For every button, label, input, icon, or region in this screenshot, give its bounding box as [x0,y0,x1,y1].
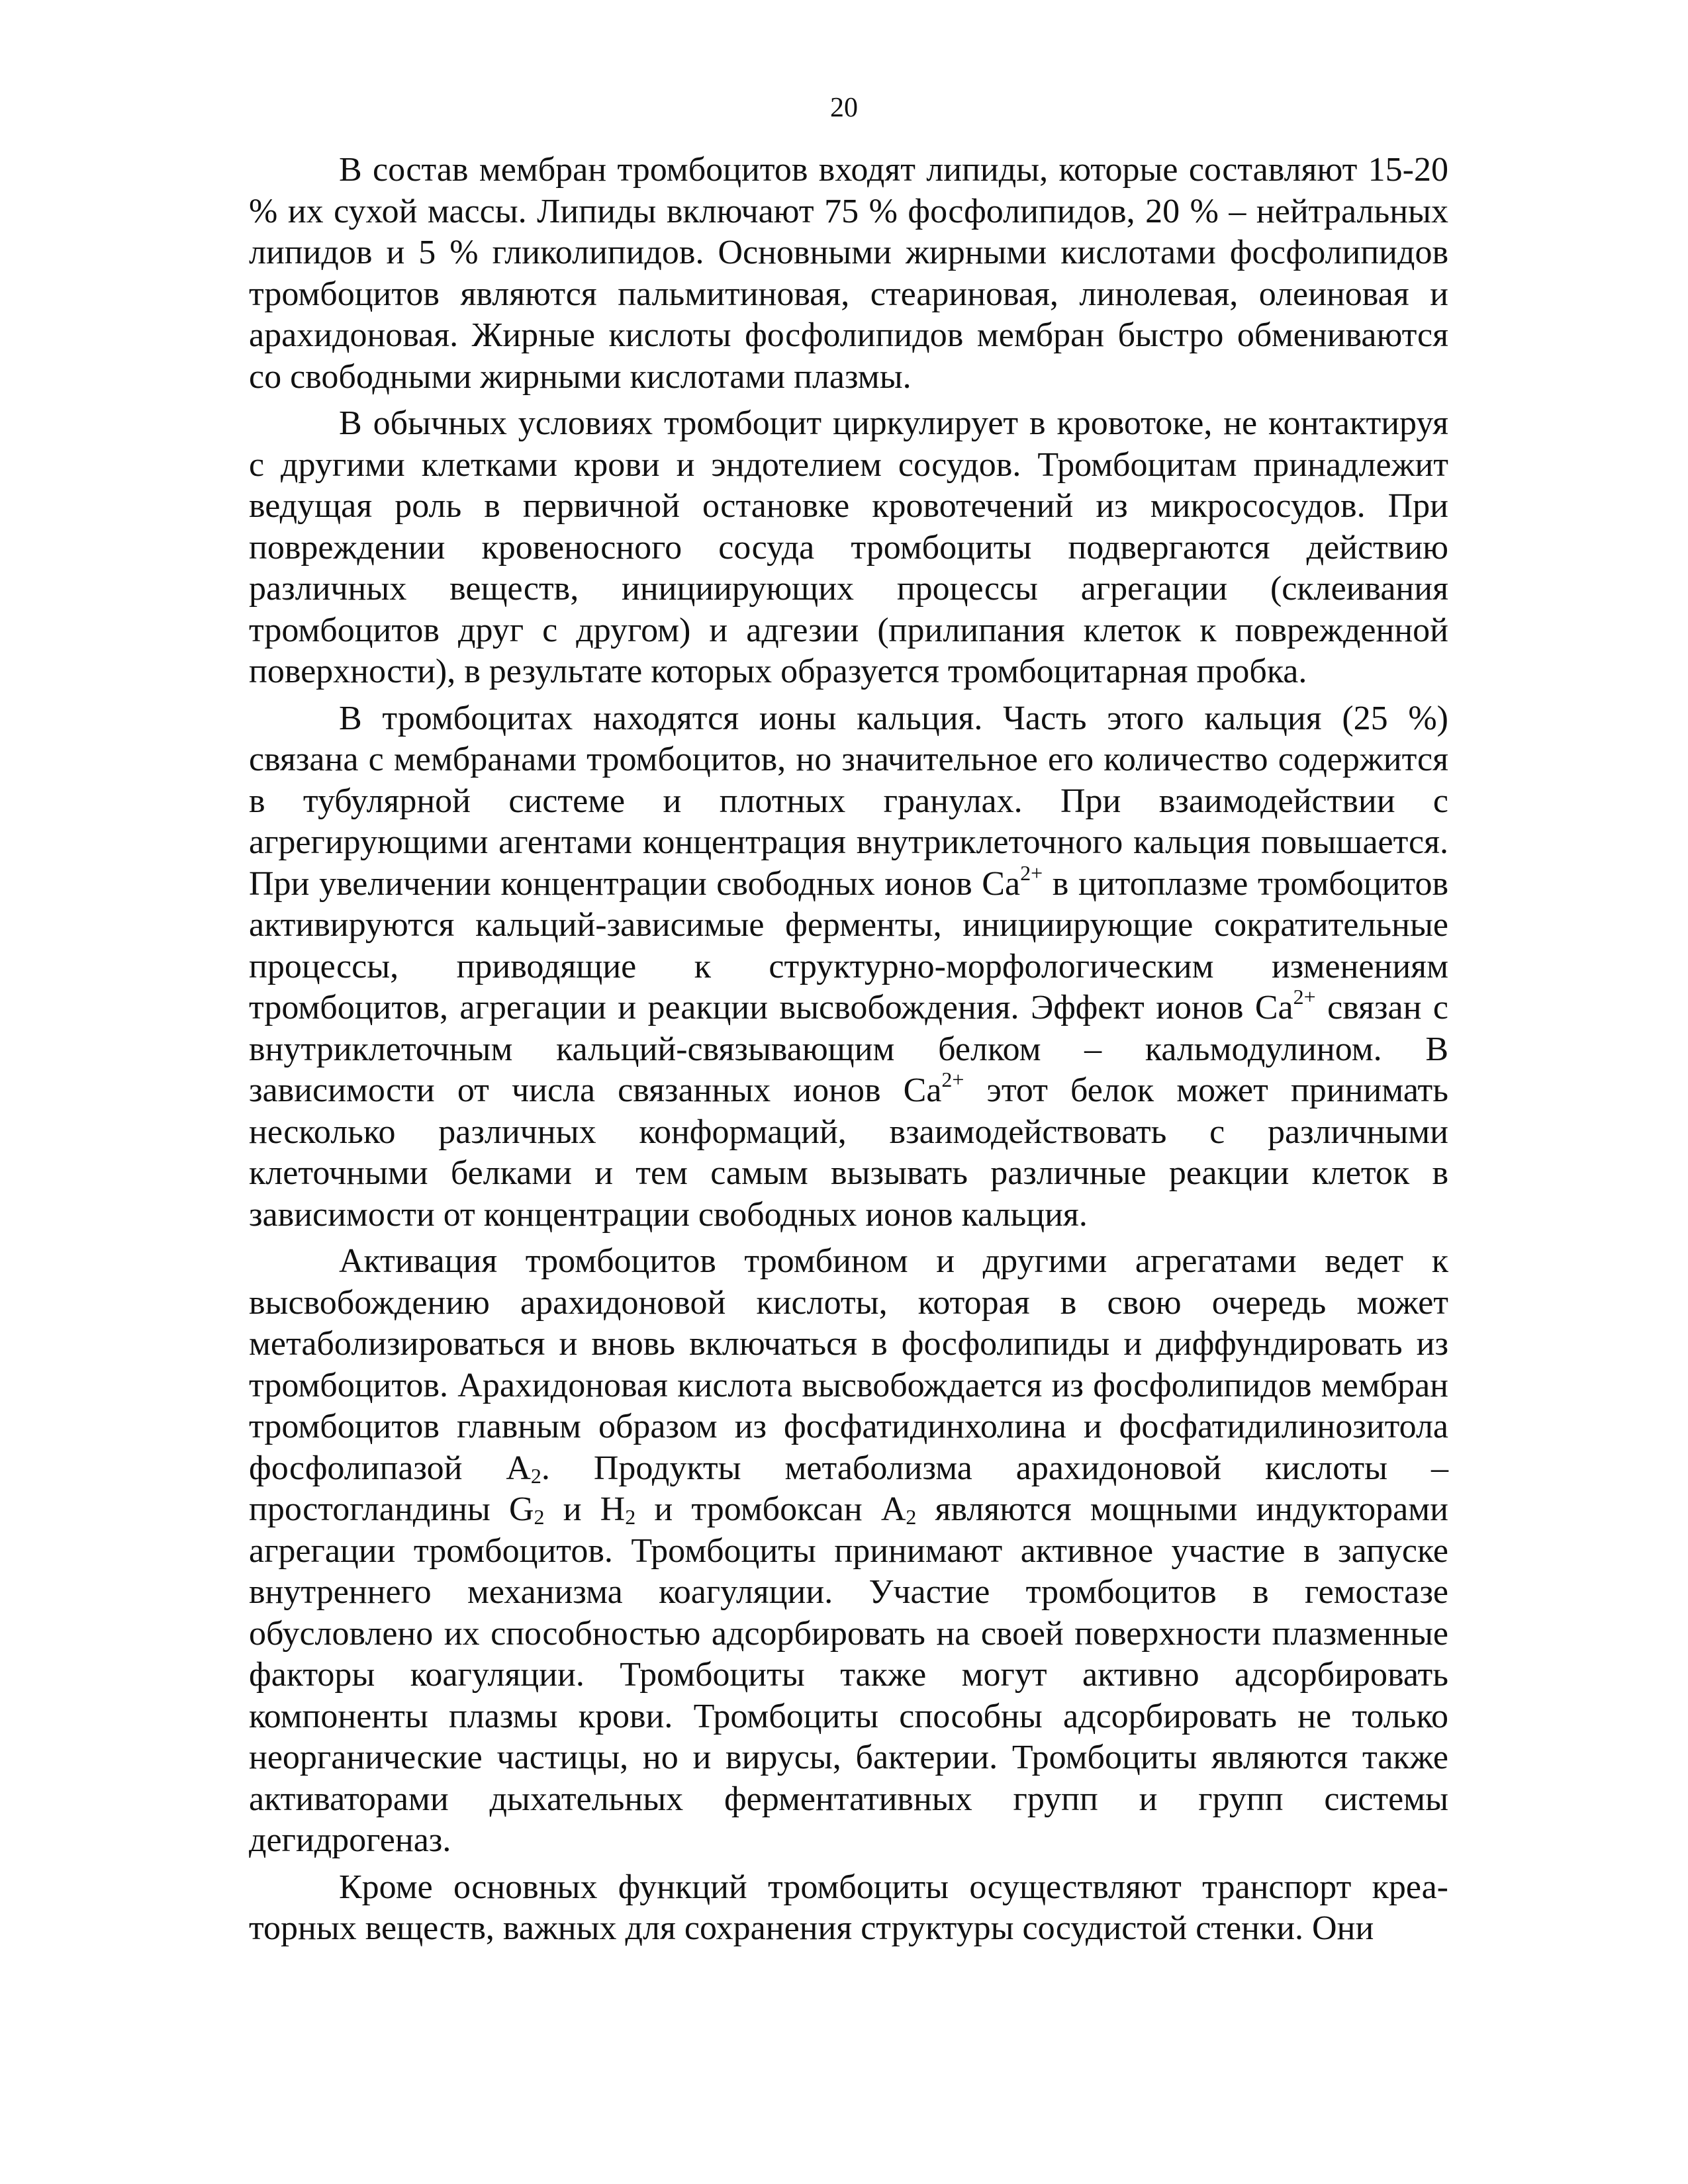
subscript: 2 [625,1505,636,1529]
paragraph-platelet-circulation: В обычных условиях тромбоцит циркулирует в кровотоке, не контактируя с другими клетками крови и эндотелием сосудов. Тромбоцитам принадлежит ведущая роль в первичной остановке кровотечений из микрососудов. При повреждении кровеносного сосуда тромбоциты подвергаются действию различных веществ, инициирующих процессы агрегации (склеивания тромбоцитов друг с другом) и адгезии (прилипания клеток к поврежденной поверхности), в результате которых образуется тромбоцитарная пробка. [249,404,1448,690]
paragraph-membrane-lipids: В состав мембран тромбоцитов входят липиды, которые составляют 15-20 % их сухой массы. Липиды включают 75 % фосфолипидов, 20 % – нейтральных липидов и 5 % гликолипидов. Основными жирными кислотами фосфолипидов тромбоцитов являются пальмитиновая, стеариновая, линолевая, олеиновая и арахидоновая. Жирные кислоты фосфолипидов мембран быстро обмениваются со свободными жирными кислотами плазмы. [249,151,1448,396]
text-run: этот белок может принимать несколько различных конформаций, взаимодействовать с различными клеточными белками и тем самым вызывать различные реакции клеток в зависимости от концентрации свободных ионов кальция. [249,1071,1448,1234]
text-run: и H [544,1490,626,1528]
text-run: являются мощными индукторами агрегации тромбоцитов. Тромбоциты принимают активное участие в запуске внутреннего механизма коагуляции. Участие тромбоцитов в гемостазе обусловлено их способностью адсорбировать на своей поверхности плазменные факторы коагуляции. Тромбоциты также могут активно адсорбировать компоненты плазмы крови. Тромбоциты способны адсорбировать не только неорганические частицы, но и вирусы, бактерии. Тромбоциты являются также активаторами дыхательных ферментативных групп и групп системы дегидрогеназ. [249,1490,1448,1859]
paragraph-arachidonic-acid [249,1241,1448,1862]
body-text [249,150,1448,1955]
subscript: 2 [530,1463,541,1488]
superscript: 2+ [1020,860,1043,885]
superscript: 2+ [1293,985,1316,1009]
text-run: в цитоплазме тромбоцитов активируются кальций-зависимые ферменты, инициирующие сократительные процессы, приводящие к структурно-морфологическим изменениям тромбоцитов, агрегации и реакции высвобождения. Эффект ионов Ca [249,864,1448,1026]
text-run: . Продукты метаболизма арахидоновой кислоты – простогландины G [249,1449,1448,1528]
subscript: 2 [534,1505,545,1529]
superscript: 2+ [941,1068,964,1091]
subscript: 2 [906,1505,917,1529]
paragraph-calcium-ions [249,698,1448,1236]
paragraph-transport-functions: Кроме основных функций тромбоциты осуществляют транспорт креаторных веществ, важных для сохранения структуры сосудистой стенки. Они [249,1868,1448,1947]
text-run: и тромбоксан A [635,1490,906,1528]
text-run: В тромбоцитах находятся ионы кальция. Часть этого кальция (25 %) связана с мембранами тромбоцитов, но значительное его количество содержится в тубулярной системе и плотных гранулах. При взаимодействии с агрегирующими агентами концентрация внутриклеточного кальция повышается. При увеличении концентрации свободных ионов Ca [249,699,1448,903]
text-run: связан с внутриклеточным кальций-связывающим белком – кальмодулином. В зависимости от числа связанных ионов Ca [249,989,1448,1109]
page-number: 20 [830,93,858,123]
text-run: Активация тромбоцитов тромбином и другими агрегатами ведет к высвобождению арахидоновой кислоты, которая в свою очередь может метаболизироваться и вновь включаться в фосфолипиды и диффундировать из тромбоцитов. Арахидоновая кислота высвобождается из фосфолипидов мембран тромбоцитов главным образом из фосфатидинхолина и фосфатидилинозитола фосфолипазой A [249,1242,1448,1487]
